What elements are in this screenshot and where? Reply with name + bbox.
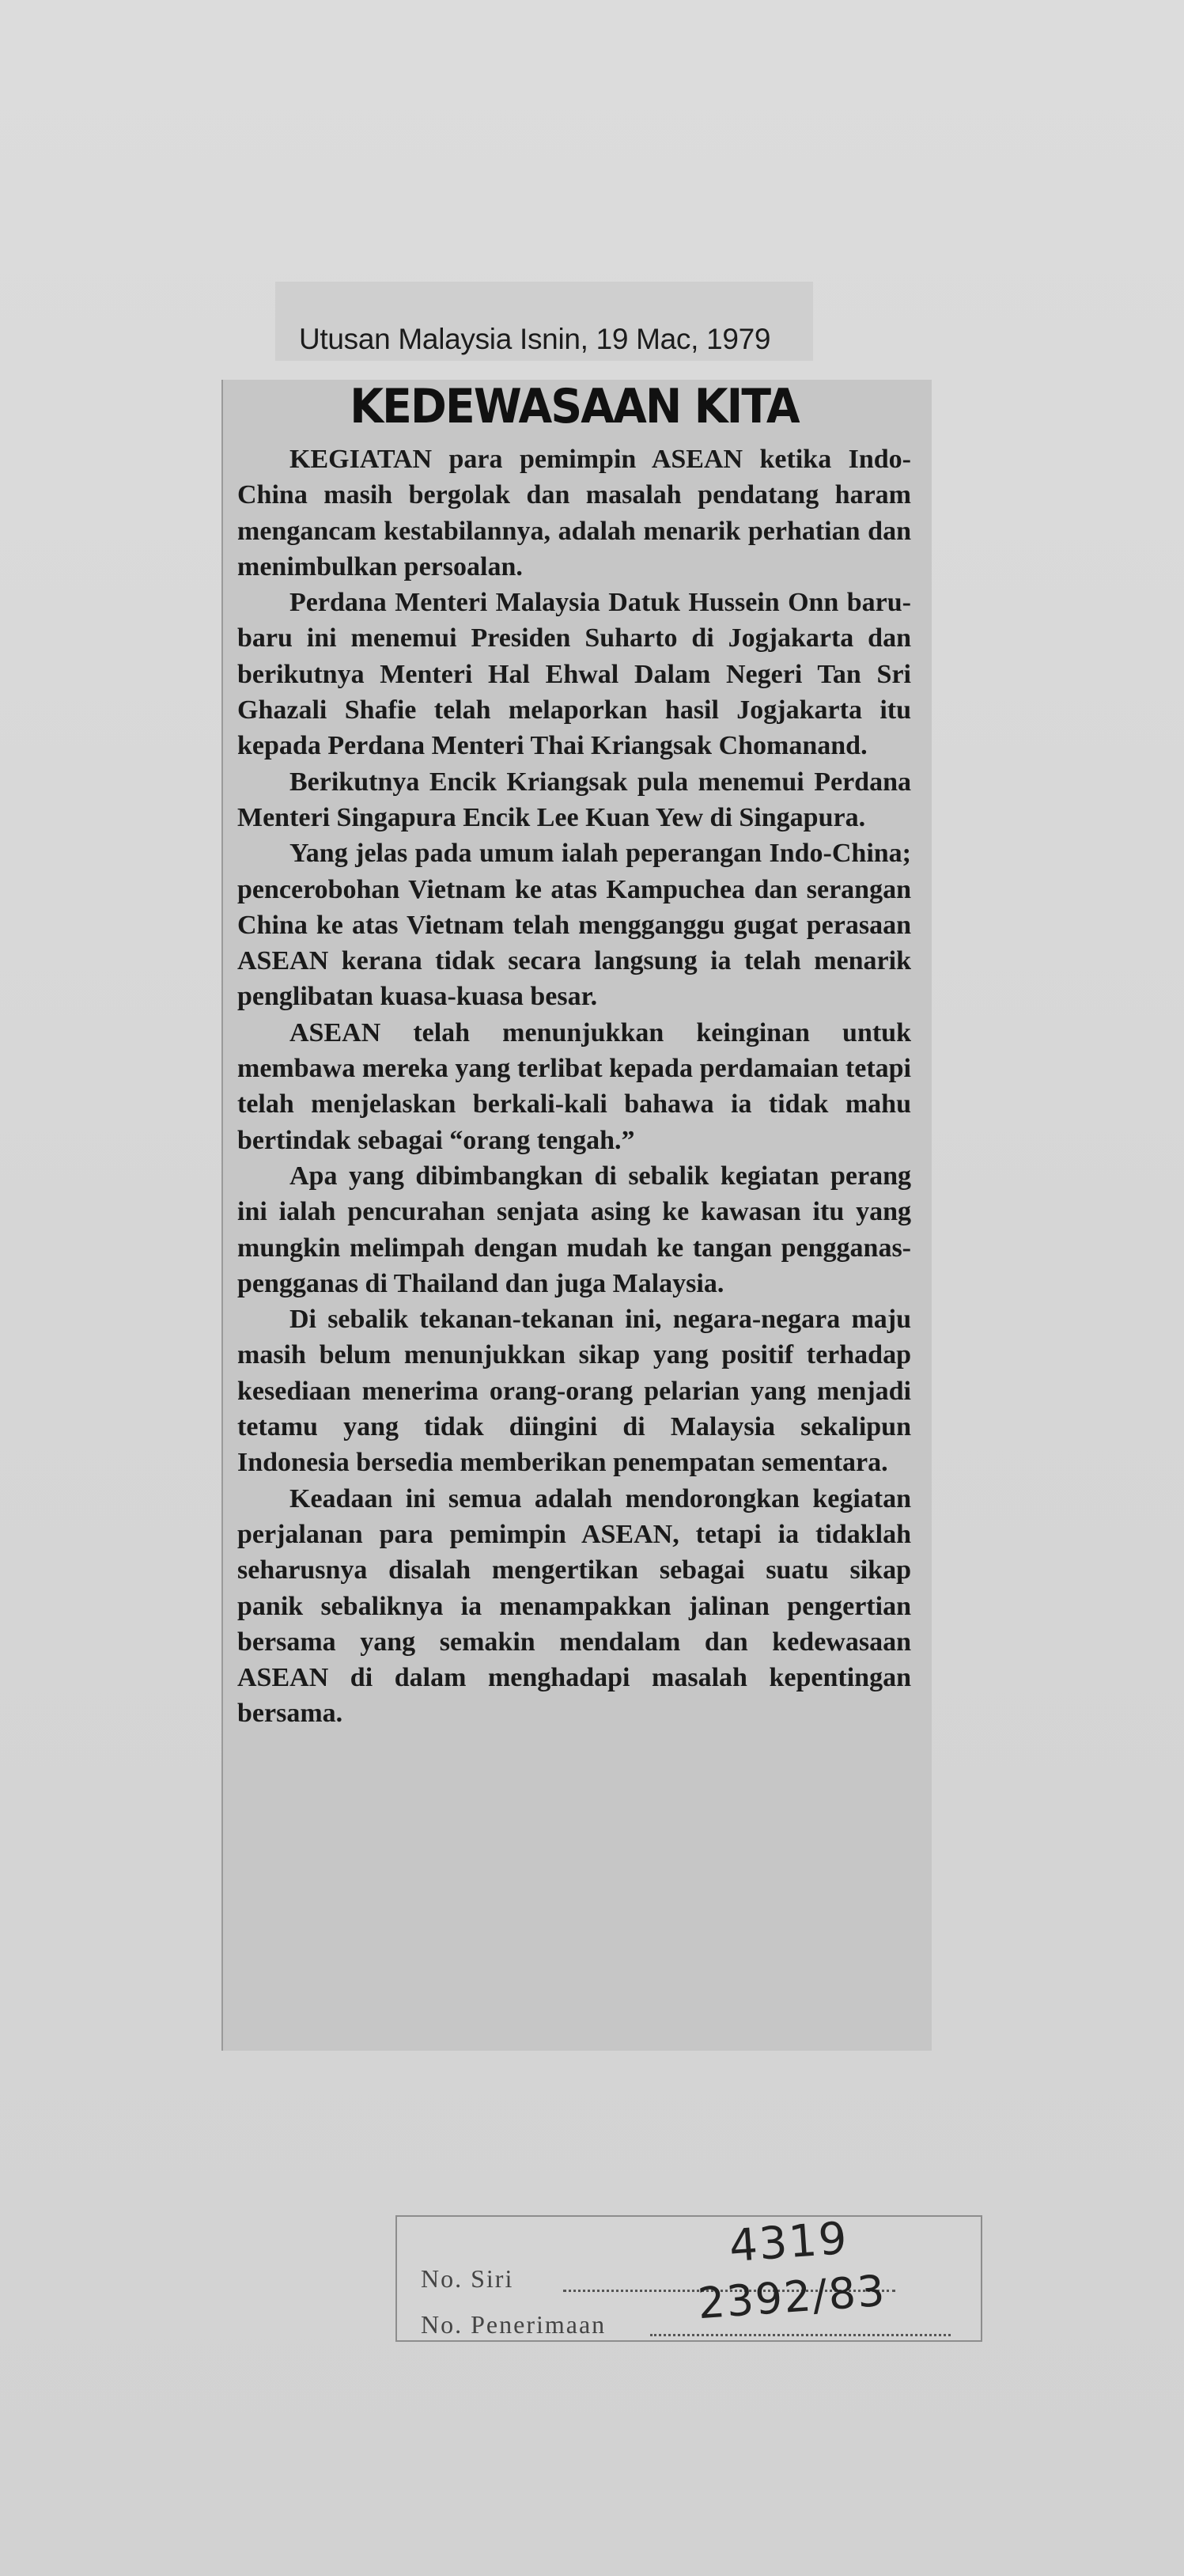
article-paragraph-6: Apa yang dibimbangkan di sebalik kegiatan perang ini ialah pencurahan senjata asing ke kawasan itu yang mungkin melimpah dengan mudah ke tangan pengganas-pengganas di Thailand dan juga Malaysia. [237,1161,911,1298]
siri-label: No. Siri [421,2264,514,2293]
newspaper-source-line [275,282,813,361]
article-paragraph-5: ASEAN telah menunjukkan keinginan untuk membawa mereka yang terlibat kepada perdamaian tetapi telah menjelaskan berkali-kali bahawa ia tidak mahu bertindak sebagai “orang tengah.” [237,1017,911,1155]
archive-registry-stamp [395,2212,982,2342]
article-headline: KEDEWASAAN KITA [350,379,799,434]
penerimaan-label: No. Penerimaan [421,2310,607,2339]
article-paragraph-7: Di sebalik tekanan-tekanan ini, negara-negara maju masih belum menunjukkan sikap yang positif terhadap kesediaan menerima orang-orang pelarian yang menjadi tetamu yang tidak diingini di Malaysia sekalipun Indonesia bersedia memberikan penempatan sementara. [237,1305,911,1478]
article-paragraph-1: KEGIATAN para pemimpin ASEAN ketika Indo-China masih bergolak dan masalah pendatang haram mengancam kestabilannya, adalah menarik perhatian dan menimbulkan persoalan. [237,445,911,581]
article-paragraph-8: Keadaan ini semua adalah mendorongkan kegiatan perjalanan para pemimpin ASEAN, tetapi ia tidaklah seharusnya disalah mengertikan sebagai suatu sikap panik sebaliknya ia menampakkan jalinan pengertian bersama yang semakin mendalam dan kedewasaan ASEAN di dalam menghadapi masalah kepentingan bersama. [237,1483,911,1729]
penerimaan-dotted-line [650,2334,951,2336]
article-paragraph-4: Yang jelas pada umum ialah peperangan Indo-China; pencerobohan Vietnam ke atas Kampuchea dan serangan China ke atas Vietnam telah mengganggu gugat perasaan ASEAN kerana tidak secara langsung ia telah menarik penglibatan kuasa-kuasa besar. [237,839,911,1012]
article-paragraph-2: Perdana Menteri Malaysia Datuk Hussein Onn baru-baru ini menemui Presiden Suharto di Jogjakarta dan berikutnya Menteri Hal Ehwal Dalam Negeri Tan Sri Ghazali Shafie telah melaporkan hasil Jogjakarta itu kepada Perdana Menteri Thai Kriangsak Chomanand. [237,588,911,761]
newspaper-clipping [221,380,932,2051]
article-paragraph-3: Berikutnya Encik Kriangsak pula menemui Perdana Menteri Singapura Encik Lee Kuan Yew di Singapura. [237,767,911,832]
siri-handwritten-number: 4319 [727,2212,850,2273]
penerimaan-handwritten-number: 2392/83 [696,2265,888,2329]
source-text: Utusan Malaysia Isnin, 19 Mac, 1979 [299,323,771,355]
